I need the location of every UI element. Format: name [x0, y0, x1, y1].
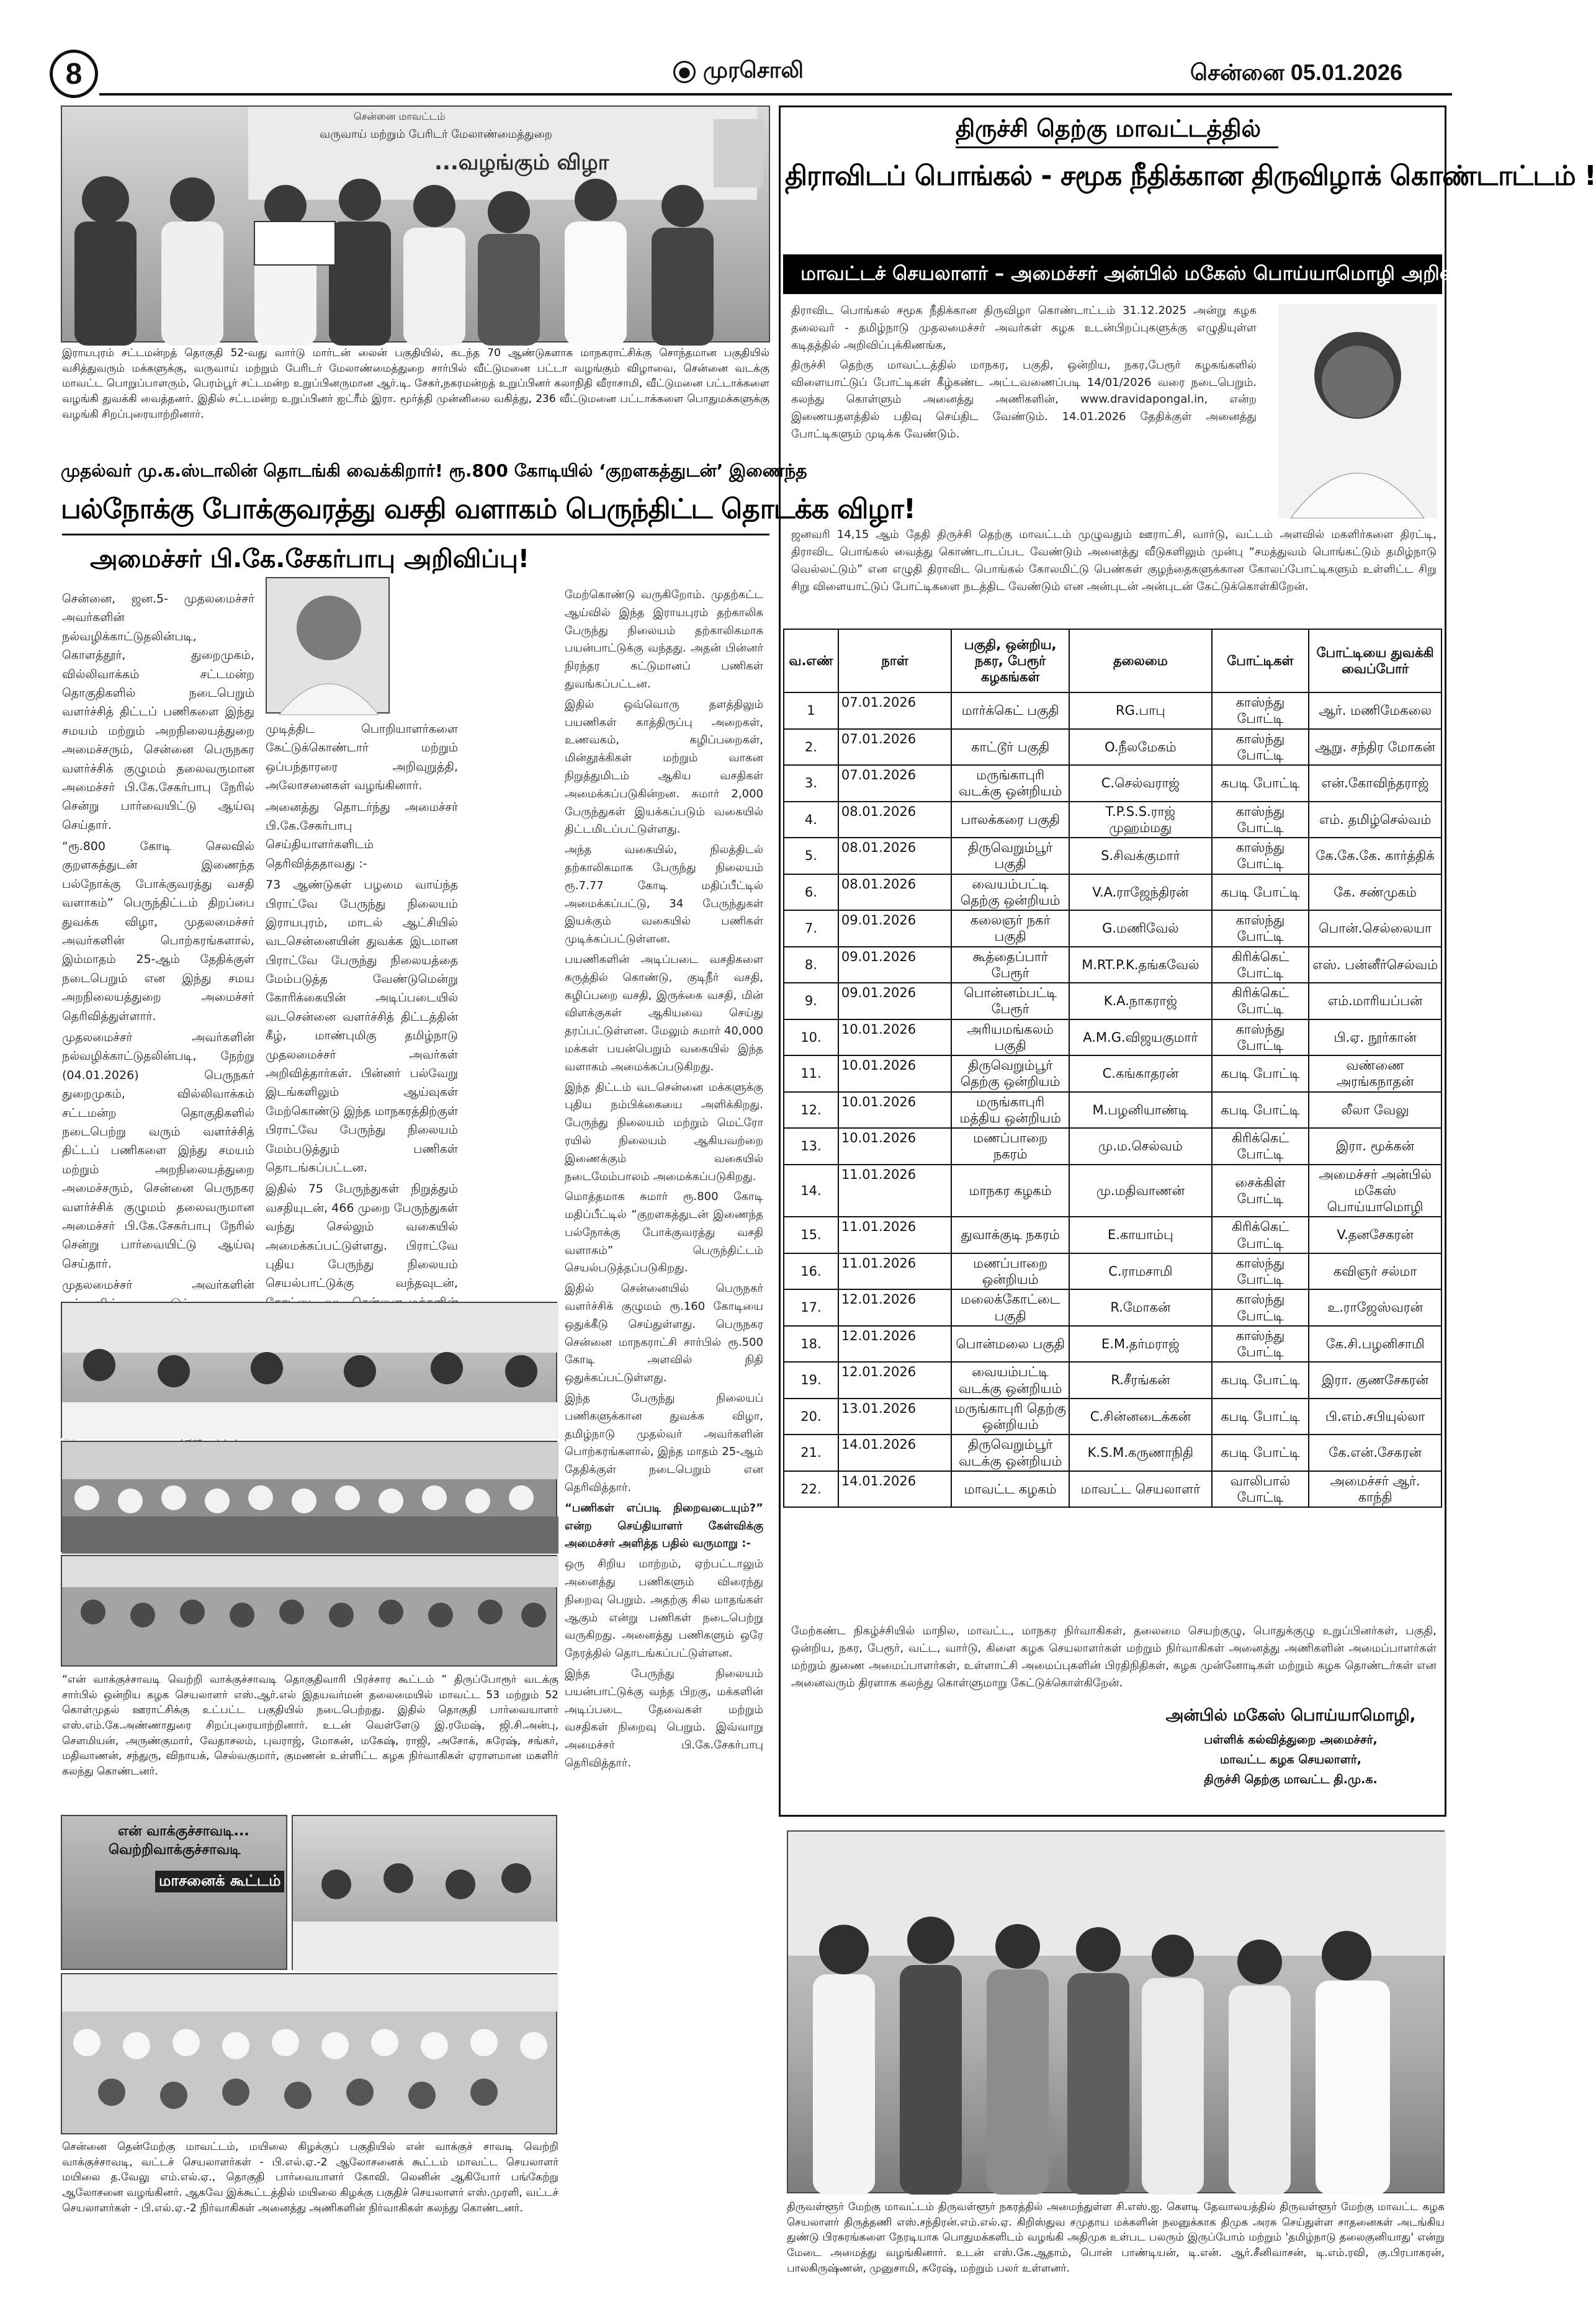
kuralakam-col2-para: அனைத்து தொடர்ந்து அமைச்சர் பி.கே.சேகர்பாபு செய்தியாளர்களிடம் தெரிவித்ததாவது :- — [266, 800, 458, 871]
table-cell: 11.01.2026 — [838, 1217, 951, 1253]
kuralakam-headline: பல்நோக்கு போக்குவரத்து வசதி வளாகம் பெருந்திட்ட தொடக்க விழா! — [61, 493, 915, 525]
trichy-closing-para: மேற்கண்ட நிகழ்ச்சியில் மாநில, மாவட்ட, மாநகர நிர்வாகிகள், தலைமை செயற்குழு, பொதுக்குழு உறுப்பினர்கள், பகுதி, ஒன்றிய, நகர, பேரூர், வட்ட, வார்டு, கிளை கழக செயலாளர்கள் மற்றும் நிர்வாகிகள் அனைத்து அணிகளின் அமைப்பாளர்கள் மற்றும் துணை அமைப்பாளர்கள், உள்ளாட்சி அமைப்புகளின் பிரதிநிதிகள், கழக முன்னோடிகள் மற்றும் கழக தொண்டர்கள் என அனைவரும் திரளாக கலந்து கொள்ளுமாறு கேட்டுக்கொள்கிறேன். — [791, 1624, 1437, 1690]
kuralakam-column-1 — [62, 589, 254, 1297]
table-cell: G.மணிவேல் — [1069, 910, 1212, 947]
table-cell: பாலக்கரை பகுதி — [951, 802, 1069, 838]
table-cell: மு.ம.செல்வம் — [1069, 1128, 1212, 1165]
kuralakam-col3-para: மொத்தமாக சுமார் ரூ.800 கோடி மதிப்பீட்டில் “குறளகத்துடன் இணைந்த பல்நோக்கு போக்குவரத்து வசதி வளாகம்” பெருந்திட்டம் செயல்படுத்தப்படுகிறது. — [565, 1190, 763, 1275]
booth-banner-line1: என் வாக்குச்சாவடி... — [118, 1824, 249, 1839]
kuralakam-col1-para: சென்னை, ஜன.5- முதலமைச்சர் அவர்களின் நல்வழிக்காட்டுதலின்படி, கொளத்தூர், துறைமுகம், வில்லிவாக்கம் சட்டமன்ற தொகுதிகளில் நடைபெறும் வளர்ச்சித் திட்டப் பணிகளை இந்து சமயம் மற்றும் அறநிலையத்துறை அமைச்சரும், சென்னை பெருநகர வளர்ச்சிக் குழுமம் தலைவருமான அமைச்சர் பி.கே.சேகர்பாபு நேரில் சென்று பார்வையிட்டு ஆய்வு செய்தார். — [62, 592, 254, 832]
table-cell: 12.01.2026 — [838, 1362, 951, 1399]
table-cell: 12. — [784, 1092, 838, 1129]
table-cell: C.செல்வராஜ் — [1069, 765, 1212, 802]
table-cell: 5. — [784, 838, 838, 874]
table-cell: மணப்பாறை நகரம் — [951, 1128, 1069, 1165]
signature-title-1: பள்ளிக் கல்வித்துறை அமைச்சர், — [1204, 1733, 1378, 1747]
kuralakam-column-3-right — [565, 586, 763, 2265]
table-cell: 14.01.2026 — [838, 1471, 951, 1508]
table-cell: 08.01.2026 — [838, 874, 951, 911]
table-cell: மருங்காபுரி மத்திய ஒன்றியம் — [951, 1092, 1069, 1129]
trichy-notice-headline: திராவிடப் பொங்கல் - சமூக நீதிக்கான திருவிழாக் கொண்டாட்டம் ! — [785, 160, 1596, 192]
table-cell: வையம்பட்டி தெற்கு ஒன்றியம் — [951, 874, 1069, 911]
table-header-cell: போட்டியை துவக்கி வைப்போர் — [1309, 629, 1441, 692]
trichy-body-para: ஜனவரி 14,15 ஆம் தேதி திருச்சி தெற்கு மாவட்டம் முழுவதும் ஊராட்சி, வார்டு, வட்டம் அளவில் மகளிர்களை திரட்டி, திராவிட பொங்கல் வைத்து கொண்டாடப்பட வேண்டும் அனைத்து வீடுகளிலும் முன்பு “சமத்துவம் பொங்கட்டும் தமிழ்நாடு வெல்லட்டும்” என எழுதி திராவிட பொங்கல் கோலமிட்டு பெண்கள் குழந்தைகளுக்கான கோலப்போட்டிகளும் உள்ளிட்ட சிறு சிறு விளையாட்டுப் போட்டிகளை நடத்திட வேண்டும் என அன்புடன் அன்புடன் கேட்டுக்கொள்கிறேன். — [791, 528, 1437, 593]
table-row — [784, 1019, 1441, 1056]
table-header-cell: வ.எண் — [784, 629, 838, 692]
table-cell: 22. — [784, 1471, 838, 1508]
table-row — [784, 802, 1441, 838]
table-cell: கே.சி.பழனிசாமி — [1309, 1326, 1441, 1363]
table-cell: அரியமங்கலம் பகுதி — [951, 1019, 1069, 1056]
table-cell: காஸ்ந்து போட்டி — [1212, 1253, 1309, 1290]
table-cell: ஆறு. சந்திர மோகன் — [1309, 729, 1441, 766]
table-cell: C.ராமசாமி — [1069, 1253, 1212, 1290]
table-cell: 10. — [784, 1019, 838, 1056]
table-cell: மருங்காபுரி தெற்கு ஒன்றியம் — [951, 1399, 1069, 1435]
table-cell: 17. — [784, 1289, 838, 1326]
table-cell: மார்க்கெட் பகுதி — [951, 692, 1069, 729]
table-cell: 07.01.2026 — [838, 765, 951, 802]
table-row — [784, 1055, 1441, 1092]
table-cell: 11.01.2026 — [838, 1253, 951, 1290]
table-cell: 4. — [784, 802, 838, 838]
table-cell: கபடி போட்டி — [1212, 1055, 1309, 1092]
table-cell: என்.கோவிந்தராஜ் — [1309, 765, 1441, 802]
table-cell: காட்டூர் பகுதி — [951, 729, 1069, 766]
table-cell: 20. — [784, 1399, 838, 1435]
table-cell: சைக்கிள் போட்டி — [1212, 1165, 1309, 1217]
table-cell: காஸ்ந்து போட்டி — [1212, 729, 1309, 766]
table-cell: மாவட்ட கழகம் — [951, 1471, 1069, 1508]
table-cell: ஆர். மணிமேகலை — [1309, 692, 1441, 729]
table-cell: கபடி போட்டி — [1212, 765, 1309, 802]
trichy-body-para: திருச்சி தெற்கு மாவட்டத்தில் மாநகர, பகுதி, ஒன்றிய, நகர,பேரூர் கழகங்களில் விளையாட்டுப் போட்டிகள் கீழ்கண்ட அட்டவணைப்படி 14/01/2026 வரை நடைபெறும். கலந்து கொள்ளும் அனைத்து அணிகளின், www.dravidapongal.in, என்ற இணையதளத்தில் பதிவு செய்திட வேண்டும். 14.01.2026 தேதிக்குள் அனைத்து போட்டிகளும் முடிக்க வேண்டும். — [791, 358, 1257, 441]
table-cell: 10.01.2026 — [838, 1019, 951, 1056]
trichy-notice-closing — [791, 1623, 1437, 1703]
competition-schedule-table — [783, 629, 1442, 1508]
table-cell: E.M.தர்மராஜ் — [1069, 1326, 1212, 1363]
table-cell: மு.மதிவாணன் — [1069, 1165, 1212, 1217]
date-line: சென்னை 05.01.2026 — [1190, 60, 1403, 85]
table-cell: காஸ்ந்து போட்டி — [1212, 838, 1309, 874]
kuralakam-col2-para: இதில் 75 பேருந்துகள் நிறுத்தும் வசதியுடன், 466 முறை பேருந்துகள் வந்து செல்லும் வகையில் அமைக்கப்பட்டுள்ளது. பிராட்வே புதிய பேருந்து நிலையம் செயல்பாட்டுக்கு வந்தவுடன், — [266, 1182, 458, 1291]
table-cell: V.தனசேகரன் — [1309, 1217, 1441, 1253]
table-row — [784, 692, 1441, 729]
table-row — [784, 838, 1441, 874]
table-cell: காஸ்ந்து போட்டி — [1212, 692, 1309, 729]
table-cell: 10.01.2026 — [838, 1128, 951, 1165]
table-cell: திருவெறும்பூர் பகுதி — [951, 838, 1069, 874]
table-cell: 11. — [784, 1055, 838, 1092]
table-cell: கபடி போட்டி — [1212, 874, 1309, 911]
kuralakam-subhead: அமைச்சர் பி.கே.சேகர்பாபு அறிவிப்பு! — [90, 545, 530, 573]
table-cell: K.A.நாகராஜ் — [1069, 983, 1212, 1019]
trichy-body-para: திராவிட பொங்கல் சமூக நீதிக்கான திருவிழா கொண்டாட்டம் 31.12.2025 அன்று கழக தலைவர் - தமிழ்நாடு முதலமைச்சர் அவர்கள் கழக உடன்பிறப்புகளுக்கு எழுதியுள்ள கடிதத்தில் அறிவிப்புக்கிணங்க, — [791, 304, 1257, 352]
thiruvallur-church-photo — [787, 1830, 1445, 2193]
table-cell: 7. — [784, 910, 838, 947]
table-row — [784, 983, 1441, 1019]
table-cell: 2. — [784, 729, 838, 766]
table-cell: 19. — [784, 1362, 838, 1399]
table-cell: காஸ்ந்து போட்டி — [1212, 1019, 1309, 1056]
kuralakam-col1-para: “ரூ.800 கோடி செலவில் குறளகத்துடன் இணைந்த பல்நோக்கு போக்குவரத்து வசதி வளாகம்” பெருந்திட்டம் திறப்பை துவக்க விழா, முதலமைச்சர் அவர்களின் பொற்கரங்களால், இம்மாதம் 25-ஆம் தேதிக்குள் நடைபெறும் என இந்து சமய அறநிலையத்துறை அமைச்சர் தெரிவித்துள்ளார். — [62, 839, 254, 1023]
table-cell: 10.01.2026 — [838, 1092, 951, 1129]
kuralakam-col3-para: அந்த வகையில், நிலத்திடல் தற்காலிகமாக பேருந்து நிலையம் ரூ.7.77 கோடி மதிப்பீட்டில் அமைக்கப்பட்டு, 34 பேருந்துகள் இயக்கும் வகையில் பணிகள் முடிக்கப்பட்டுள்ளன. — [565, 843, 763, 946]
kuralakam-col2-para: 73 ஆண்டுகள் பழமை வாய்ந்த பிராட்வே பேருந்து நிலையம் இராயபுரம், மாடல் ஆட்சியில் வடசென்னையின் துவக்க இடமான பிராட்வே பேருந்து நிலையத்தை மேம்படுத்த வேண்டுமென்று கோரிக்கையின் அடிப்படையில் வடசென்னை வளர்ச்சித் திட்டத்தின் கீழ், மாண்புமிகு தமிழ்நாடு முதலமைச்சர் அவர்கள் அறிவித்தார்கள். பின்னர் பல்வேறு இடங்களிலும் ஆய்வுகள் மேற்கொண்டு இந்த மாநகரத்திற்குள் பிராட்வே பேருந்து நிலையம் மேம்படுத்தும் பணிகள் தொடங்கப்பட்டன. — [266, 878, 458, 1175]
booth-meeting-stage-photo-art — [293, 1816, 558, 1971]
table-cell: 21. — [784, 1435, 838, 1471]
meeting-stage-photo — [61, 1302, 557, 1438]
booth-meeting-stage-photo — [292, 1815, 557, 1970]
table-cell: இரா. மூக்கன் — [1309, 1128, 1441, 1165]
top-photo-banner-line2: வருவாய் மற்றும் பேரிடர் மேலாண்மைத்துறை — [320, 128, 552, 141]
kuralakam-col3-para: இந்த திட்டம் வடசென்னை மக்களுக்கு புதிய நம்பிக்கையை அளிக்கிறது. பேருந்து நிலையம் மற்றும் மெட்ரோ ரயில் நிலையம் ஆகியவற்றை இணைக்கும் வகையில் நடைமேம்பாலம் அமைக்கப்படுகிறது. — [565, 1080, 763, 1183]
kuralakam-col3-para: பயணிகளின் அடிப்படை வசதிகளை கருத்தில் கொண்டு, குடிநீர் வசதி, கழிப்பறை வசதி, இருக்கை வசதி, மின் விளக்குகள் ஆகியவை செய்து தரப்பட்டுள்ளன. மேலும் சுமார் 40,000 மக்கள் பயன்பெறும் வகையில் இந்த வளாகம் அமைக்கப்படுகிறது. — [565, 952, 763, 1073]
table-header-row — [784, 629, 1441, 692]
table-cell: 10.01.2026 — [838, 1055, 951, 1092]
meeting-crowd-photo-2 — [61, 1555, 557, 1667]
trichy-notice-body — [791, 302, 1257, 460]
minister-sekarbabu-portrait — [266, 577, 390, 714]
top-photo-caption: இராயபுரம் சட்டமன்றத் தொகுதி 52-வது வார்டு மார்டன் லைன் பகுதியில், கடந்த 70 ஆண்டுகளாக மாநகராட்சிக்கு சொந்தமான பகுதியில் வசித்துவரும் மக்களுக்கு, வருவாய் மற்றும் பேரிடர் மேலாண்மைத்துறை சார்பில் வீட்டுமனை பட்டா வழங்கும் விழாவை, சென்னை வடக்கு மாவட்ட பொறுப்பாளரும், பெரம்பூர் சட்டமன்ற உறுப்பினருமான ஆர்.டி. சேகர்,நகரமன்றத் உறுப்பினர் கலாநிதி வீராசாமி, வீட்டுமனை பட்டாக்களை வழங்கி துவக்கி வைத்தனர். இதில் சட்டமன்ற உறுப்பினர் ஐட்ரீம் இரா. மூர்த்தி முன்னிலை வகித்து, 236 வீட்டுமனை பட்டாக்களை பொதுமக்களுக்கு வழங்கி சிறப்புரையாற்றினார். — [62, 347, 769, 421]
table-cell: பொன்.செல்லையா — [1309, 910, 1441, 947]
table-cell: RG.பாபு — [1069, 692, 1212, 729]
table-cell: அமைச்சர் ஆர். காந்தி — [1309, 1471, 1441, 1508]
kuralakam-col3-para: ஒரு சிறிய மாற்றம், ஏற்பட்டாலும் அனைத்து பணிகளும் விரைந்து நிறைவு பெறும். அதற்கு சில மாதங்கள் ஆகும் என்று பணிகள் நடைபெற்று வருகிறது. அனைத்து பணிகளும் ஒரே நேரத்தில் தொடங்கப்பட்டுள்ளன. — [565, 1557, 763, 1660]
table-cell: காஸ்ந்து போட்டி — [1212, 802, 1309, 838]
table-cell: லீலா வேலு — [1309, 1092, 1441, 1129]
booth-banner-line2: வெற்றிவாக்குச்சாவடி — [109, 1842, 241, 1858]
table-cell: கே. சண்முகம் — [1309, 874, 1441, 911]
table-row — [784, 765, 1441, 802]
table-cell: கே.என்.சேகரன் — [1309, 1435, 1441, 1471]
table-cell: 14. — [784, 1165, 838, 1217]
anbil-mahesh-portrait-art — [1278, 304, 1437, 518]
table-header-cell: தலைமை — [1069, 629, 1212, 692]
signature-title-2: மாவட்ட கழக செயலாளர், — [1219, 1753, 1362, 1766]
table-header-cell: பகுதி, ஒன்றிய, நகர, பேரூர் கழகங்கள் — [951, 629, 1069, 692]
anbil-mahesh-portrait — [1278, 304, 1437, 518]
table-cell: பொன்மலை பகுதி — [951, 1326, 1069, 1363]
table-cell: 12.01.2026 — [838, 1326, 951, 1363]
table-cell: மணப்பாறை ஒன்றியம் — [951, 1253, 1069, 1290]
table-cell: கபடி போட்டி — [1212, 1399, 1309, 1435]
meeting-crowd-photo-1-art — [62, 1442, 558, 1554]
table-cell: C.சின்னடைக்கன் — [1069, 1399, 1212, 1435]
table-cell: கிரிக்கெட் போட்டி — [1212, 983, 1309, 1019]
kuralakam-kicker: முதல்வர் மு.க.ஸ்டாலின் தொடங்கி வைக்கிறார்! ரூ.800 கோடியில் ‘குறளகத்துடன்’ இணைந்த — [61, 460, 807, 481]
meeting-crowd-photo-2-art — [62, 1556, 558, 1668]
table-row — [784, 1471, 1441, 1508]
booth-meeting-audience-photo-art — [62, 1974, 558, 2136]
table-cell: 08.01.2026 — [838, 802, 951, 838]
top-ceremony-photo-art — [62, 107, 771, 344]
table-row — [784, 910, 1441, 947]
booth-banner-line3: மாசனைக் கூட்டம் — [155, 1871, 284, 1892]
table-cell: 09.01.2026 — [838, 910, 951, 947]
thiruvallur-church-photo-art — [788, 1832, 1446, 2195]
table-cell: 08.01.2026 — [838, 838, 951, 874]
top-photo-banner-line1: சென்னை மாவட்டம் — [354, 110, 446, 122]
table-row — [784, 1399, 1441, 1435]
table-cell: திருவெறும்பூர் வடக்கு ஒன்றியம் — [951, 1435, 1069, 1471]
minister-sekarbabu-portrait-art — [267, 578, 391, 715]
table-row — [784, 1326, 1441, 1363]
kuralakam-col3-question: “பணிகள் எப்படி நிறைவடையும்?” என்ற செய்தியாளர் கேள்விக்கு அமைச்சர் அளித்த பதில் வருமாறு :- — [565, 1501, 763, 1551]
table-row — [784, 947, 1441, 983]
table-cell: K.S.M.கருணாநிதி — [1069, 1435, 1212, 1471]
table-cell: R.சீரங்கன் — [1069, 1362, 1212, 1399]
kuralakam-col1-para: முதலமைச்சர் அவர்களின் — [62, 1278, 254, 1292]
table-cell: காஸ்ந்து போட்டி — [1212, 1326, 1309, 1363]
table-row — [784, 1362, 1441, 1399]
booth-meeting-banner-photo — [61, 1815, 287, 1970]
kuralakam-col3-para: மேற்கொண்டு வருகிறோம். முதற்கட்ட ஆய்வில் இந்த இராயபுரம் தற்காலிக பேருந்து நிலையம் தற்காலிகமாக பயன்பாட்டுக்கு வந்தது. அதன் பின்னர் நிரந்தர கட்டுமானப் பணிகள் துவங்கப்பட்டன. — [565, 588, 763, 691]
table-cell: 07.01.2026 — [838, 729, 951, 766]
table-cell: R.மோகன் — [1069, 1289, 1212, 1326]
table-row — [784, 874, 1441, 911]
table-cell: 8. — [784, 947, 838, 983]
thiruvallur-photo-caption: திருவள்ளூர் மேற்கு மாவட்டம் திருவள்ளூர் நகரத்தில் அமைந்துள்ள சி.எஸ்.ஐ. கௌடி தேவாலயத்தில் திருவள்ளூர் மேற்கு மாவட்ட கழக செயலாளர் திருத்தணி எஸ்.சந்திரன்.எம்.எல்.ஏ. கிறிஸ்துவ சமுதாய மக்களின் நலனுக்காக திமுக அரசு செய்துள்ள சாதனைகள் அடங்கிய துண்டு பிரசுரங்களை நேரடியாக பொதுமக்களிடம் வழங்கி அதிமுக உள்பட பலரும் இருப்போம் மற்றும் 'தமிழ்நாடு தலைகுனியாது' என்று மேடை அமைத்து வழங்கினார். உடன் எஸ்.கே.ஆதாம், பொன் பாண்டியன், டி.என். ஆர்.சீனிவாசன், டி.எம்.ரவி, கு.பிரபாகரன், பாலகிருஷ்ணன், முனுசாமி, சுரேஷ், மற்றும் பலர் உள்ளனர். — [787, 2201, 1445, 2275]
table-cell: 1 — [784, 692, 838, 729]
masthead-logo-icon — [673, 61, 696, 83]
table-cell: வண்ணை அரங்கநாதன் — [1309, 1055, 1441, 1092]
table-cell: 13. — [784, 1128, 838, 1165]
table-cell: 18. — [784, 1326, 838, 1363]
table-cell: S.சிவக்குமார் — [1069, 838, 1212, 874]
kuralakam-col3-para: இந்த பேருந்து நிலையப் பணிகளுக்கான துவக்க விழா, தமிழ்நாடு முதல்வர் அவர்களின் பொற்கரங்களால், இந்த மாதம் 25-ஆம் தேதிக்குள் நடைபெறும் என தெரிவித்தார். — [565, 1392, 763, 1495]
table-cell: T.P.S.S.ராஜ் முஹம்மது — [1069, 802, 1212, 838]
table-cell: E.காயாம்பு — [1069, 1217, 1212, 1253]
table-cell: கிரிக்கெட் போட்டி — [1212, 1217, 1309, 1253]
table-cell: பி.எம்.சபியுல்லா — [1309, 1399, 1441, 1435]
trichy-notice-underline — [956, 146, 1278, 148]
table-cell: 07.01.2026 — [838, 692, 951, 729]
table-cell: எம்.மாரியப்பன் — [1309, 983, 1441, 1019]
table-row — [784, 1128, 1441, 1165]
table-cell: 09.01.2026 — [838, 983, 951, 1019]
table-cell: இரா. குணசேகரன் — [1309, 1362, 1441, 1399]
table-cell: M.பழனியாண்டி — [1069, 1092, 1212, 1129]
kuralakam-col3-para: இதில் சென்னையில் பெருநகர் வளர்ச்சிக் குழுமம் ரூ.160 கோடியை ஒதுக்கீடு செய்துள்ளது. பெருநகர சென்னை மாநகராட்சி சார்பில் ரூ.500 கோடி அளவில் நிதி ஒதுக்கப்பட்டுள்ளது. — [565, 1282, 763, 1385]
header-rule — [99, 93, 1452, 96]
table-cell: அமைச்சர் அன்பில் மகேஸ் பொய்யாமொழி — [1309, 1165, 1441, 1217]
table-header-cell: நாள் — [838, 629, 951, 692]
kuralakam-col3-para: இதில் ஒவ்வொரு தளத்திலும் பயணிகள் காத்திருப்பு அறைகள், உணவகம், கழிப்பறைகள், மின்தூக்கிகள் மற்றும் வாகன நிறுத்துமிடம் ஆகிய வசதிகள் அமைக்கப்படுகின்றன. சுமார் 2,000 பேருந்துகள் இயக்கப்படும் வகையில் திட்டமிடப்பட்டுள்ளது. — [565, 697, 763, 836]
table-cell: பி.ஏ. நூர்கான் — [1309, 1019, 1441, 1056]
booth-photo-caption: சென்னை தென்மேற்கு மாவட்டம், மயிலை கிழக்குப் பகுதியில் என் வாக்குச் சாவடி வெற்றி வாக்குச்சாவடி, வட்டச் செயலாளர்கள் - பி.எல்.ஏ.-2 ஆலோசனைக் கூட்டம் மாவட்ட செயலாளர் மயிலை த.வேலு எம்.எல்.ஏ., தொகுதி பார்வையாளர் கோவி. லெனின் ஆகியோர் பங்கேற்று ஆலோசனை வழங்கினர். ஆகவே இக்கூட்டத்தில் மயிலை கிழக்கு பகுதிச் செயலாளர் எஸ்.முரளி, வட்டச் செயலாளர்கள் - பி.எல்.ஏ.-2 நிர்வாகிகள் அனைத்து அணிகளின் நிர்வாகிகள் கலந்து கொண்டனர். — [62, 2141, 558, 2214]
table-cell: எம். தமிழ்செல்வம் — [1309, 802, 1441, 838]
table-cell: O.நீலமேகம் — [1069, 729, 1212, 766]
signature-title-3: திருச்சி தெற்கு மாவட்ட தி.மு.க. — [1204, 1773, 1378, 1786]
meeting-photo-caption: “என் வாக்குச்சாவடி வெற்றி வாக்குச்சாவடி தொகுதிவாரி பிரச்சார கூட்டம் ” திருப்போரூர் வடக்கு சார்பில் ஒன்றிய கழக செயலாளர் எஸ்.ஆர்.எல் இதயவர்மன் தலைமையில் மாவட்ட 53 மற்றும் 52 கொள்முதல் ஊராட்சிக்கு உட்பட்ட பகுதியில் நடைபெற்றது. இதில் தொகுதி பார்வையாளர் எஸ்.எம்.கே.அண்ணாதுரை சிறப்புரையாற்றினார். உடன் வெள்ளேடு இ.ரமேஷ், ஜி.சி.அன்பு, சௌமியன், அருண்குமார், வேதாசலம், புவராஜ், மோகன், மகேஷ், ராஜி, அசோக், சுரேஷ், சங்கர், மதிவாணன், சந்துரு, விநாயக், செல்வகுமார், குமணன் உள்ளிட்ட கழக நிர்வாகிகள் ஏராளமான மகளிர் கலந்து கொண்டனர். — [62, 1673, 558, 1778]
table-row — [784, 1217, 1441, 1253]
table-cell: கிரிக்கெட் போட்டி — [1212, 947, 1309, 983]
table-cell: எஸ். பன்னீர்செல்வம் — [1309, 947, 1441, 983]
kuralakam-col2-para: முடித்திட பொறியாளர்களை கேட்டுக்கொண்டார் மற்றும் ஒப்பந்தாரரை அறிவுறுத்தி, அலோசனைகள் வழங்கினார். — [266, 722, 458, 793]
masthead-title: முரசொலி — [703, 57, 804, 83]
table-cell: கூத்தைப்பார் பேரூர் — [951, 947, 1069, 983]
table-cell: காஸ்ந்து போட்டி — [1212, 1289, 1309, 1326]
kuralakam-column-3 — [400, 589, 586, 1284]
kuralakam-underline — [62, 534, 769, 535]
top-ceremony-photo — [61, 105, 770, 342]
booth-meeting-audience-photo — [61, 1973, 557, 2134]
trichy-notice-subhead: மாவட்டச் செயலாளர் – அமைச்சர் அன்பில் மகேஸ் பொய்யாமொழி அறிவிப்பு ! — [800, 262, 1506, 285]
table-row — [784, 1165, 1441, 1217]
table-cell: கிரிக்கெட் போட்டி — [1212, 1128, 1309, 1165]
table-cell: வையம்பட்டி வடக்கு ஒன்றியம் — [951, 1362, 1069, 1399]
table-cell: 14.01.2026 — [838, 1435, 951, 1471]
table-cell: பொன்னம்பட்டி பேரூர் — [951, 983, 1069, 1019]
table-body — [784, 692, 1441, 1507]
trichy-notice-body-2 — [791, 526, 1437, 613]
table-cell: உ.ராஜேஸ்வரன் — [1309, 1289, 1441, 1326]
table-cell: திருவெறும்பூர் தெற்கு ஒன்றியம் — [951, 1055, 1069, 1092]
table-row — [784, 1435, 1441, 1471]
table-cell: M.RT.P.K.தங்கவேல் — [1069, 947, 1212, 983]
table-cell: கவிஞர் சல்மா — [1309, 1253, 1441, 1290]
table-cell: 6. — [784, 874, 838, 911]
table-cell: வாலிபால் போட்டி — [1212, 1471, 1309, 1508]
table-row — [784, 729, 1441, 766]
table-header-cell: போட்டிகள் — [1212, 629, 1309, 692]
table-row — [784, 1092, 1441, 1129]
table-cell: கபடி போட்டி — [1212, 1362, 1309, 1399]
kuralakam-col1-para: முதலமைச்சர் அவர்களின் நல்வழிக்காட்டுதலின்படி, நேற்று (04.01.2026) பெருநகர் துறைமுகம், வில்லிவாக்கம் சட்டமன்ற தொகுதிகளில் நடைபெற்று வரும் வளர்ச்சித் திட்டப் பணிகளை இந்து சமயம் மற்றும் அறநிலையத்துறை அமைச்சரும், சென்னை பெருநகர வளர்ச்சிக் குழுமம் தலைவருமான அமைச்சர் பி.கே.சேகர்பாபு நேரில் சென்று பார்வையிட்டு ஆய்வு செய்தார். — [62, 1030, 254, 1271]
table-cell: 11.01.2026 — [838, 1165, 951, 1217]
table-cell: 12.01.2026 — [838, 1289, 951, 1326]
table-cell: துவாக்குடி நகரம் — [951, 1217, 1069, 1253]
table-cell: 13.01.2026 — [838, 1399, 951, 1435]
masthead — [673, 57, 804, 86]
table-cell: காஸ்ந்து போட்டி — [1212, 910, 1309, 947]
table-cell: A.M.G.விஜயகுமார் — [1069, 1019, 1212, 1056]
kuralakam-col3-para: இந்த பேருந்து நிலையம் பயன்பாட்டுக்கு வந்த பிறகு, மக்களின் அடிப்படை தேவைகள் மற்றும் வசதிகள் நிறைவு பெறும். இவ்வாறு அமைச்சர் பி.கே.சேகர்பாபு தெரிவித்தார். — [565, 1667, 763, 1770]
table-cell: மாவட்ட செயலாளர் — [1069, 1471, 1212, 1508]
table-cell: கபடி போட்டி — [1212, 1092, 1309, 1129]
table-cell: 15. — [784, 1217, 838, 1253]
table-cell: C.கங்காதரன் — [1069, 1055, 1212, 1092]
signature-name: அன்பில் மகேஸ் பொய்யாமொழி, — [1165, 1706, 1416, 1725]
table-cell: 16. — [784, 1253, 838, 1290]
table-cell: 3. — [784, 765, 838, 802]
table-cell: கபடி போட்டி — [1212, 1435, 1309, 1471]
table-row — [784, 1253, 1441, 1290]
top-photo-banner-line3: ...வழங்கும் விழா — [434, 150, 609, 175]
table-cell: மாநகர கழகம் — [951, 1165, 1069, 1217]
page-number: 8 — [50, 50, 98, 98]
meeting-stage-photo-art — [62, 1303, 558, 1439]
table-row — [784, 1289, 1441, 1326]
table-cell: மருங்காபுரி வடக்கு ஒன்றியம் — [951, 765, 1069, 802]
table-cell: மலைக்கோட்டை பகுதி — [951, 1289, 1069, 1326]
meeting-crowd-photo-1 — [61, 1441, 557, 1552]
trichy-notice-line1: திருச்சி தெற்கு மாவட்டத்தில் — [956, 115, 1262, 142]
table-cell: கலைஞர் நகர் பகுதி — [951, 910, 1069, 947]
table-cell: கே.கே.கே. கார்த்திக் — [1309, 838, 1441, 874]
table-cell: 9. — [784, 983, 838, 1019]
table-cell: 09.01.2026 — [838, 947, 951, 983]
table-cell: V.A.ராஜேந்திரன் — [1069, 874, 1212, 911]
